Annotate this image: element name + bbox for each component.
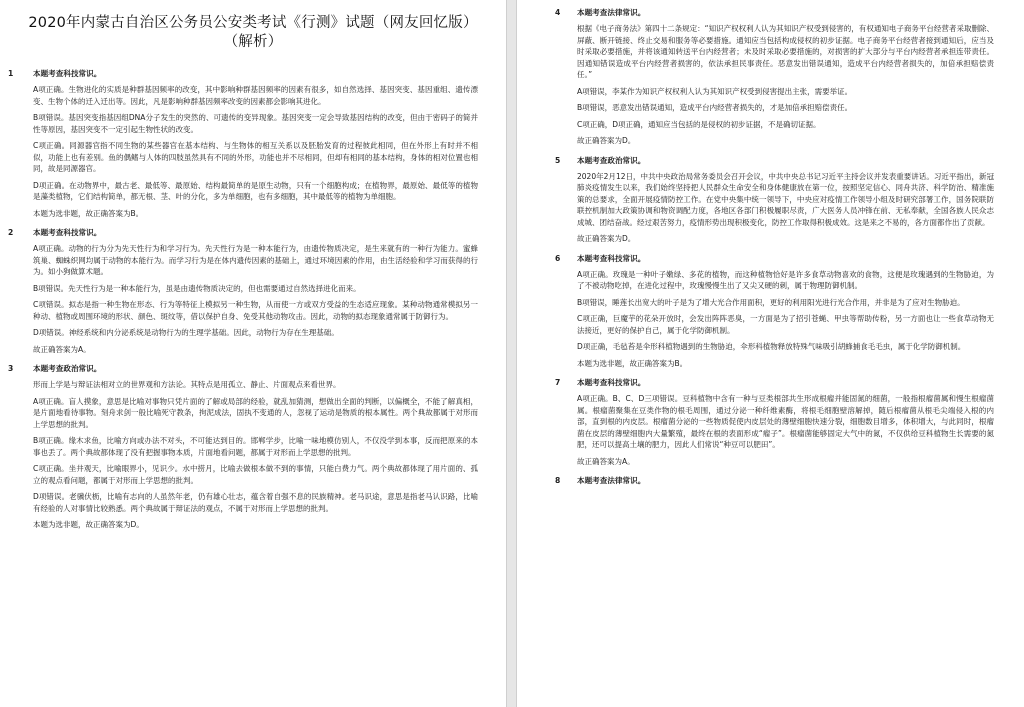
right-page-body xyxy=(517,7,1024,494)
answer-paragraph: A项正确。B、C、D三项错误。豆科植物中含有一种与豆类根部共生形成根瘤并能固氮的细菌，一般指根瘤菌属和慢生根瘤菌属。根瘤菌聚集在豆类作物的根毛周围，通过分泌一种纤维素酶，将根毛细胞壁溶解掉，随后根瘤菌从根毛尖端侵入根的内部，直到根的内皮层。根瘤菌分泌的一些物质促使内皮层处的薄壁细胞快速分裂，细胞数目增多，体积增大，与此同时，根瘤菌在皮层的薄壁细胞内大量繁殖，最终在根的表面形成“瘤子”。根瘤菌能够固定大气中的氮，不仅供给豆科植物生长需要的氮肥，还可以提高土壤的肥力，因此人们常说“种豆可以肥田”。 xyxy=(577,394,994,449)
question-header xyxy=(517,7,1024,18)
answer-paragraph: D项错误。老骥伏枥，比喻有志向的人虽然年老，仍有雄心壮志，蕴含着自强不息的民族精神。老马识途，意思是指老马认识路，比喻有经验的人对事情比较熟悉。两个典故属于辩证法的观点，不属于对形而上学思想的批判。 xyxy=(33,492,478,513)
answer-paragraph: 2020年2月12日，中共中央政治局常务委员会召开会议，中共中央总书记习近平主持会议并发表重要讲话。习近平指出，新冠肺炎疫情发生以来，我们始终坚持把人民群众生命安全和身体健康放在第一位，按照坚定信心、同舟共济、科学防治、精准施策的总要求，全面开展疫情防控工作。在党中央集中统一领导下，中央应对疫情工作领导小组及时研究部署工作，国务院联防联控机制加大政策协调和物资调配力度，各地区各部门积极履职尽责，广大医务人员冲锋在前、无私奉献，全国各族人民众志成城、团结奋战。经过艰苦努力，疫情形势出现积极变化，防控工作取得积极成效。这是来之不易的，各方面都作出了贡献。 xyxy=(577,171,994,227)
answer-paragraph: B项错误。先天性行为是一种本能行为，虽是由遗传物质决定的，但也需要通过自然选择进化而来。 xyxy=(33,283,361,293)
question-topic: 本题考查科技常识。 xyxy=(33,228,102,237)
answer-paragraph: 形而上学是与辩证法相对立的世界观和方法论。其特点是用孤立、静止、片面观点来看世界。 xyxy=(33,380,341,389)
answer-paragraph: B项错误。基因突变指基因组DNA分子发生的突然的、可遗传的变异现象。基因突变一定会导致基因结构的改变，但由于密码子的简并性等原因，基因突变不一定引起生物性状的改变。 xyxy=(33,113,478,134)
question-topic: 本题考查法律常识。 xyxy=(577,8,646,17)
question-block xyxy=(0,363,506,539)
answer-paragraph: 本题为选非题，故正确答案为B。 xyxy=(577,358,688,368)
answer-paragraph: D项正确，毛毡苔是伞形科植物遇到的生物胁迫，伞形科植物释放特殊气味吸引胡蜂捕食毛毛虫，属于化学防御机制。 xyxy=(577,342,966,351)
answer-paragraph: B项正确。缘木求鱼，比喻方向或办法不对头，不可能达到目的。邯郸学步，比喻一味地模仿别人，不仅没学到本事，反而把原来的本事也丢了。两个典故都体现了没有把握事物本质，片面地看问题，都属于对形而上学思想的批判。 xyxy=(33,436,478,457)
answer-paragraph: A项正确。盲人摸象，意思是比喻对事物只凭片面的了解或局部的经验，就乱加猜测，想做出全面的判断，以偏概全，不能了解真相，是片面地看待事物。刻舟求剑一般比喻死守教条，拘泥成法，固执不变通的人，忽视了运动是物质的根本属性。两个典故都属于对形而上学思想的批判。 xyxy=(33,396,478,429)
answer-paragraph: C项正确。同源器官指不同生物的某些器官在基本结构、与生物体的相互关系以及胚胎发育的过程彼此相同，但在外形上有时并不相似，功能上也有差别。鱼的偶鳍与人体的四肢虽然具有不同的外形，功能也并不尽相同，但却有相同的基本结构，身体的相对位置也相同，故是同源器官。 xyxy=(33,141,478,173)
answer-paragraph: 本题为选非题，故正确答案为D。 xyxy=(33,520,144,529)
answer-paragraph: 故正确答案为D。 xyxy=(577,234,636,243)
answer-paragraph: 故正确答案为A。 xyxy=(33,344,91,354)
answer-paragraph: 本题为选非题，故正确答案为B。 xyxy=(33,208,144,218)
question-number: 4 xyxy=(555,8,561,17)
answer-paragraph: 故正确答案为D。 xyxy=(577,136,636,145)
question-header xyxy=(0,363,506,374)
question-header xyxy=(517,475,1024,486)
answer-paragraph: A项错误，李某作为知识产权权利人认为其知识产权受到侵害提出主张，需要举证。 xyxy=(577,86,853,96)
question-number: 1 xyxy=(8,69,14,78)
answer-paragraph: D项错误。神经系统和内分泌系统是动物行为的生理学基础。因此，动物行为存在生理基础。 xyxy=(33,328,339,337)
answer-paragraph: A项正确。玫瑰是一种叶子嫩绿、多花的植物，而这种植物恰好是许多食草动物喜欢的食物，这便是玫瑰遇到的生物胁迫，为了不被动物吃掉，在进化过程中，玫瑰慢慢生出了又尖又硬的刺，属于物理防御机制。 xyxy=(577,269,994,290)
left-page-body xyxy=(0,68,506,539)
question-topic: 本题考查科技常识。 xyxy=(33,69,102,78)
question-block xyxy=(517,253,1024,378)
answer-paragraph: B项错误，恶意发出错误通知，造成平台内经营者损失的，才是加倍承担赔偿责任。 xyxy=(577,103,853,112)
question-header xyxy=(517,377,1024,388)
question-block xyxy=(517,377,1024,475)
answer-paragraph: B项错误，睡莲长出宽大的叶子是为了增大光合作用面积，更好的利用阳光进行光合作用，并非是为了应对生物胁迫。 xyxy=(577,297,965,307)
question-block xyxy=(0,68,506,227)
answer-paragraph: A项正确。动物的行为分为先天性行为和学习行为。先天性行为是一种本能行为，由遗传物质决定，是生来就有的一种行为能力。蜜蜂筑巢、蜘蛛织网均属于动物的本能行为。而学习行为是在体内遗传因素的基础上，通过环境因素的作用，由生活经验和学习而获得的行为。如小狗做算术题。 xyxy=(33,244,478,276)
answer-paragraph: C项正确，D项正确，通知应当包括的是侵权的初步证据，不是确切证据。 xyxy=(577,119,821,129)
question-topic: 本题考查政治常识。 xyxy=(577,155,646,165)
question-block xyxy=(517,475,1024,494)
question-number: 5 xyxy=(555,155,561,165)
question-header xyxy=(517,253,1024,264)
question-block xyxy=(517,7,1024,155)
question-topic: 本题考查法律常识。 xyxy=(577,476,646,485)
answer-paragraph: C项错误。拟态是指一种生物在形态、行为等特征上模拟另一种生物，从而使一方或双方受益的生态适应现象。某种动物通常模拟另一种动、植物或周围环境的形状、颜色、斑纹等，借以保护自身、免受其他动物攻击。因此，动物的拟态现象通常属于防御行为。 xyxy=(33,300,478,321)
answer-paragraph: 根据《电子商务法》第四十二条规定：“知识产权权利人认为其知识产权受到侵害的，有权通知电子商务平台经营者采取删除、屏蔽、断开链接、终止交易和服务等必要措施。通知应当包括构成侵权的初步证据。电子商务平台经营者接到通知后，应当及时采取必要措施，并将该通知转送平台内经营者；未及时采取必要措施的，对损害的扩大部分与平台内经营者承担连带责任。因通知错误造成平台内经营者损害的，依法承担民事责任。恶意发出错误通知，造成平台内经营者损失的，加倍承担赔偿责任。” xyxy=(577,24,994,79)
question-header xyxy=(0,227,506,238)
answer-paragraph: D项正确。在动物界中，最古老、最低等、最原始、结构最简单的是原生动物，只有一个细胞构成；在植物界，最原始、最低等的植物是藻类植物，它们结构简单，都无根、茎、叶的分化，多为单细胞，也有多细胞，其中最低等的植物为单细胞。 xyxy=(33,180,478,201)
question-block xyxy=(0,227,506,363)
answer-paragraph: C项正确，巨魔芋的花朵开放时，会发出阵阵恶臭，一方面是为了招引苍蝇、甲虫等帮助传粉，另一方面也让一些食草动物无法接近，更好的保护自己，属于化学防御机制。 xyxy=(577,314,994,335)
question-topic: 本题考查科技常识。 xyxy=(577,378,646,387)
answer-paragraph: 故正确答案为A。 xyxy=(577,456,635,466)
page-right[interactable] xyxy=(517,0,1024,707)
question-header xyxy=(517,155,1024,166)
question-number: 8 xyxy=(555,476,561,485)
question-block xyxy=(517,155,1024,253)
page-gutter xyxy=(506,0,517,707)
question-header xyxy=(0,68,506,79)
document-title: 2020年内蒙古自治区公务员公安类考试《行测》试题（网友回忆版）（解析） xyxy=(28,15,478,50)
answer-paragraph: A项正确。生物进化的实质是种群基因频率的改变，其中影响种群基因频率的因素有很多，如自然选择、基因突变、基因重组、遗传漂变、生物个体的迁入迁出等。因此，凡是影响种群基因频率改变的因素都会影响其进化。 xyxy=(33,85,478,106)
question-topic: 本题考查政治常识。 xyxy=(33,364,102,373)
answer-paragraph: C项正确。坐井观天，比喻眼界小，见识少。水中捞月，比喻去做根本做不到的事情，只能白费力气。两个典故都体现了用片面的、孤立的观点看问题，都属于对形而上学思想的批判。 xyxy=(33,464,478,485)
page-left[interactable] xyxy=(0,0,506,707)
question-topic: 本题考查科技常识。 xyxy=(577,253,646,263)
question-number: 6 xyxy=(555,253,561,263)
question-number: 3 xyxy=(8,364,14,373)
question-number: 7 xyxy=(555,378,561,387)
question-number: 2 xyxy=(8,228,14,237)
